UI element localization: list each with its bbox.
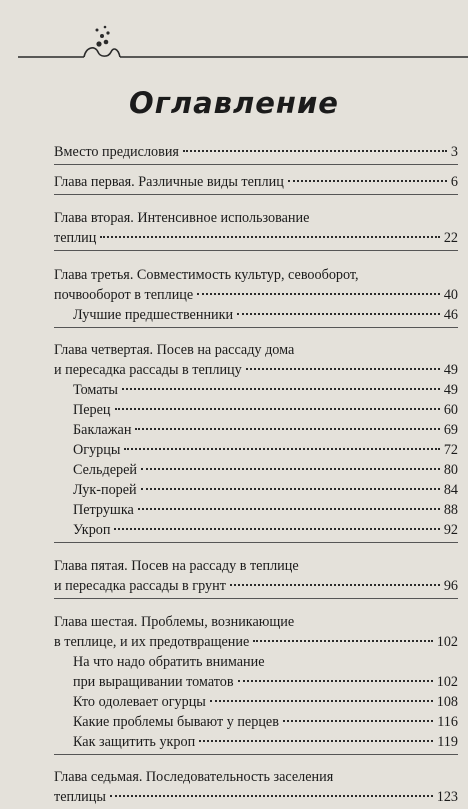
dot-leader [230, 583, 440, 586]
page-title: Оглавление [129, 86, 339, 120]
toc-entry-title: теплиц [54, 230, 97, 246]
toc-entry [54, 208, 458, 251]
toc-subentry-line [54, 672, 458, 692]
toc-subentry-line [54, 520, 458, 540]
toc-subentry-line [54, 440, 458, 460]
dot-leader [122, 387, 440, 390]
page-number: 49 [443, 382, 458, 398]
toc-subentry-title: Огурцы [73, 442, 121, 458]
dot-leader [183, 149, 447, 152]
ornament-header-icon [0, 0, 468, 80]
toc-entry-line [54, 576, 458, 596]
toc-entry-title: теплицы [54, 789, 106, 805]
toc-subentry-title: Кто одолевает огурцы [73, 694, 206, 710]
toc-subentry-line [54, 480, 458, 500]
toc-entry-title: почвооборот в теплице [54, 287, 194, 303]
page-number: 102 [436, 634, 458, 650]
toc-entry-line [54, 172, 458, 192]
page-number: 49 [443, 362, 458, 378]
toc-subentry-title: при выращивании томатов [73, 674, 234, 690]
toc-subentry-line [54, 420, 458, 440]
toc-subentry-line [54, 732, 458, 752]
page-number: 80 [443, 462, 458, 478]
dot-leader [141, 487, 440, 490]
dot-leader [110, 794, 433, 797]
toc-subentry-line [54, 652, 458, 672]
toc-entry-line [54, 787, 458, 807]
toc-subentry-title: Какие проблемы бывают у перцев [73, 714, 279, 730]
toc-entry [54, 172, 458, 195]
toc-subentry-title: Лучшие предшественники [73, 307, 234, 323]
toc-entry-line [54, 556, 458, 576]
dot-leader [135, 427, 439, 430]
page-number: 6 [450, 174, 458, 190]
toc-entry-line [54, 228, 458, 248]
toc-subentry-line [54, 380, 458, 400]
toc-entry [54, 556, 458, 599]
toc-entry-title: Глава третья. Совместимость культур, севооборот, [54, 267, 359, 283]
dot-leader [237, 312, 440, 315]
toc-subentry-title: Перец [73, 402, 111, 418]
dot-leader [199, 739, 433, 742]
dot-leader [114, 527, 439, 530]
toc-subentry-line [54, 692, 458, 712]
page-number: 60 [443, 402, 458, 418]
dot-leader [138, 507, 440, 510]
page-number: 22 [443, 230, 458, 246]
toc-entry-line [54, 265, 458, 285]
page-number: 72 [443, 442, 458, 458]
dot-leader [283, 719, 433, 722]
page-number: 116 [437, 714, 458, 730]
toc-entry-title: Глава четвертая. Посев на рассаду дома [54, 342, 295, 358]
page-number: 46 [443, 307, 458, 323]
toc-entry-line [54, 340, 458, 360]
toc-subentry-title: Петрушка [73, 502, 134, 518]
toc-entry [54, 340, 458, 543]
dot-leader [288, 179, 447, 182]
toc-entry-line [54, 767, 458, 787]
toc-subentry-title: Лук-порей [73, 482, 137, 498]
toc-entry-line [54, 285, 458, 305]
toc-subentry-title: Сельдерей [73, 462, 137, 478]
toc-entry [54, 612, 458, 755]
dot-leader [115, 407, 440, 410]
toc-entry [54, 265, 458, 328]
toc-entry-title: Глава седьмая. Последовательность заселения [54, 769, 334, 785]
dot-leader [100, 235, 439, 238]
toc-subentry-line [54, 400, 458, 420]
toc-entry [54, 767, 458, 809]
toc-entry-title: Вместо предисловия [54, 144, 179, 160]
dot-leader [197, 292, 440, 295]
page-number: 123 [436, 789, 458, 805]
table-of-contents [54, 142, 458, 809]
page-number: 102 [436, 674, 458, 690]
toc-entry-title: Глава пятая. Посев на рассаду в теплице [54, 558, 299, 574]
dot-leader [246, 367, 440, 370]
toc-subentry-line [54, 500, 458, 520]
page-number: 40 [443, 287, 458, 303]
page-number: 84 [443, 482, 458, 498]
page-number: 88 [443, 502, 458, 518]
page-number: 92 [443, 522, 458, 538]
toc-entry-line [54, 208, 458, 228]
toc-entry-title: и пересадка рассады в теплицу [54, 362, 242, 378]
dot-leader [141, 467, 440, 470]
toc-entry-title: в теплице, и их предотвращение [54, 634, 250, 650]
toc-entry [54, 142, 458, 165]
dot-leader [124, 447, 439, 450]
page-number: 3 [450, 144, 458, 160]
toc-subentry-title: Укроп [73, 522, 111, 538]
toc-entry-line [54, 142, 458, 162]
toc-entry-title: Глава шестая. Проблемы, возникающие [54, 614, 295, 630]
dot-leader [253, 639, 432, 642]
toc-subentry-line [54, 305, 458, 325]
toc-subentry-title: Как защитить укроп [73, 734, 196, 750]
toc-subentry-title: На что надо обратить внимание [73, 654, 265, 670]
page-number: 69 [443, 422, 458, 438]
page-number: 96 [443, 578, 458, 594]
toc-subentry-title: Баклажан [73, 422, 132, 438]
toc-entry-title: Глава первая. Различные виды теплиц [54, 174, 284, 190]
toc-entry-line [54, 632, 458, 652]
toc-subentry-line [54, 712, 458, 732]
dot-leader [210, 699, 433, 702]
toc-entry-line [54, 612, 458, 632]
toc-entry-title: Глава вторая. Интенсивное использование [54, 210, 310, 226]
toc-subentry-line [54, 460, 458, 480]
dot-leader [238, 679, 433, 682]
toc-subentry-title: Томаты [73, 382, 118, 398]
page-number: 108 [436, 694, 458, 710]
toc-entry-line [54, 360, 458, 380]
toc-entry-title: и пересадка рассады в грунт [54, 578, 226, 594]
page-number: 119 [437, 734, 458, 750]
